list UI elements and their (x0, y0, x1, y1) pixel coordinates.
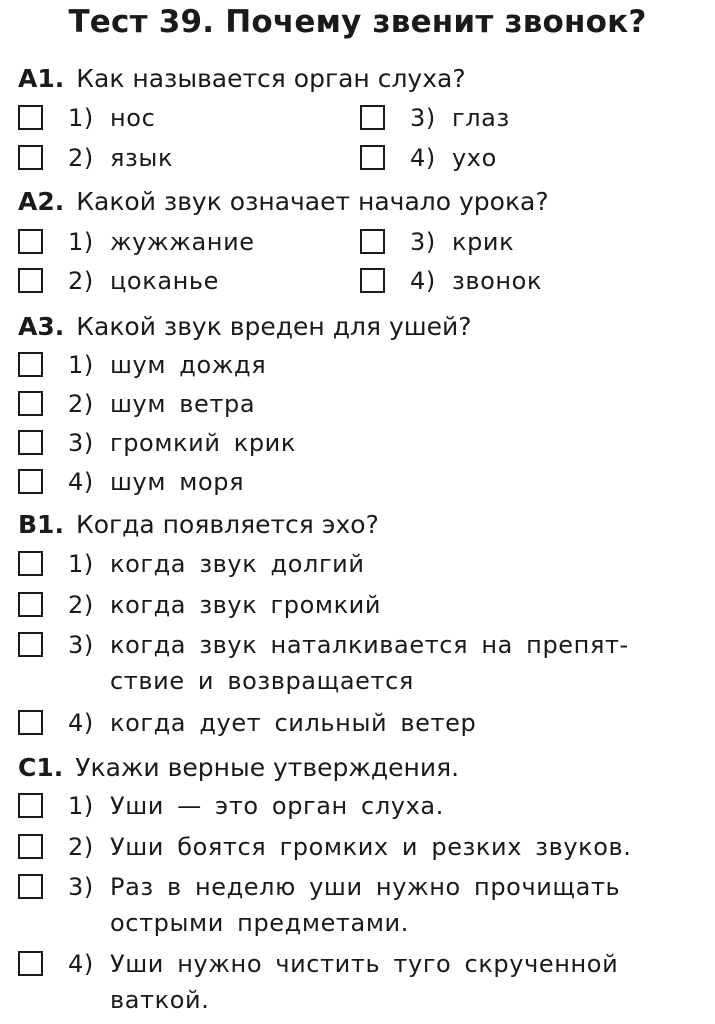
option-text: нос (110, 104, 156, 132)
answer-checkbox[interactable] (18, 229, 43, 254)
option-number: 4) (68, 709, 94, 737)
option-text: громкий крик (110, 429, 296, 457)
option-number: 1) (68, 104, 94, 132)
option-text: ухо (452, 144, 497, 172)
question-a1 (18, 62, 466, 96)
option-number: 4) (410, 144, 436, 172)
question-text: Укажи верные утверждения. (75, 753, 460, 782)
answer-checkbox[interactable] (360, 268, 385, 293)
option-number: 2) (68, 390, 94, 418)
question-text: Какой звук означает начало урока? (76, 187, 549, 216)
answer-checkbox[interactable] (18, 145, 43, 170)
option-text: Раз в неделю уши нужно прочищать (110, 873, 621, 901)
option-text: жужжание (110, 228, 255, 256)
answer-checkbox[interactable] (18, 834, 43, 859)
question-a2 (18, 185, 549, 219)
option-text: когда звук громкий (110, 591, 382, 619)
option-number: 3) (410, 104, 436, 132)
question-a3 (18, 310, 472, 344)
question-number: А2. (18, 187, 65, 216)
option-text: когда дует сильный ветер (110, 709, 477, 737)
answer-checkbox[interactable] (360, 229, 385, 254)
question-number: А1. (18, 64, 65, 93)
question-number: В1. (18, 510, 64, 539)
option-number: 4) (68, 468, 94, 496)
question-number: А3. (18, 312, 65, 341)
answer-checkbox[interactable] (18, 874, 43, 899)
option-number: 4) (410, 267, 436, 295)
option-text: глаз (452, 104, 510, 132)
option-number: 2) (68, 267, 94, 295)
option-number: 2) (68, 833, 94, 861)
option-text: Уши нужно чистить туго скрученной (110, 950, 619, 978)
option-text: звонок (452, 267, 543, 295)
question-text: Когда появляется эхо? (75, 510, 379, 539)
answer-checkbox[interactable] (18, 352, 43, 377)
page-title: Тест 39. Почему звенит звонок? (68, 4, 647, 40)
option-number: 3) (68, 631, 94, 659)
option-text: Уши боятся громких и резких звуков. (110, 833, 632, 861)
question-text: Как называется орган слуха? (76, 64, 466, 93)
answer-checkbox[interactable] (18, 710, 43, 735)
answer-checkbox[interactable] (360, 105, 385, 130)
option-text: Уши — это орган слуха. (110, 792, 444, 820)
question-c1 (18, 751, 459, 785)
answer-checkbox[interactable] (18, 632, 43, 657)
option-text: шум дождя (110, 351, 267, 379)
option-text: язык (110, 144, 174, 172)
option-number: 1) (68, 351, 94, 379)
option-text: когда звук долгий (110, 550, 365, 578)
option-text: шум моря (110, 468, 245, 496)
answer-checkbox[interactable] (360, 145, 385, 170)
option-text: крик (452, 228, 515, 256)
option-number: 3) (68, 429, 94, 457)
option-text: когда звук наталкивается на препят- (110, 631, 629, 659)
option-number: 1) (68, 550, 94, 578)
option-number: 2) (68, 591, 94, 619)
option-text-continued: острыми предметами. (110, 909, 409, 937)
option-text-continued: ваткой. (110, 986, 210, 1014)
option-number: 4) (68, 950, 94, 978)
option-number: 1) (68, 228, 94, 256)
answer-checkbox[interactable] (18, 105, 43, 130)
answer-checkbox[interactable] (18, 793, 43, 818)
answer-checkbox[interactable] (18, 391, 43, 416)
question-text: Какой звук вреден для ушей? (76, 312, 472, 341)
option-text-continued: ствие и возвращается (110, 667, 414, 695)
option-number: 3) (410, 228, 436, 256)
answer-checkbox[interactable] (18, 469, 43, 494)
option-number: 3) (68, 873, 94, 901)
answer-checkbox[interactable] (18, 592, 43, 617)
option-text: шум ветра (110, 390, 256, 418)
answer-checkbox[interactable] (18, 430, 43, 455)
question-number: С1. (18, 753, 64, 782)
answer-checkbox[interactable] (18, 951, 43, 976)
answer-checkbox[interactable] (18, 551, 43, 576)
option-number: 2) (68, 144, 94, 172)
answer-checkbox[interactable] (18, 268, 43, 293)
option-text: цоканье (110, 267, 220, 295)
question-b1 (18, 508, 379, 542)
option-number: 1) (68, 792, 94, 820)
